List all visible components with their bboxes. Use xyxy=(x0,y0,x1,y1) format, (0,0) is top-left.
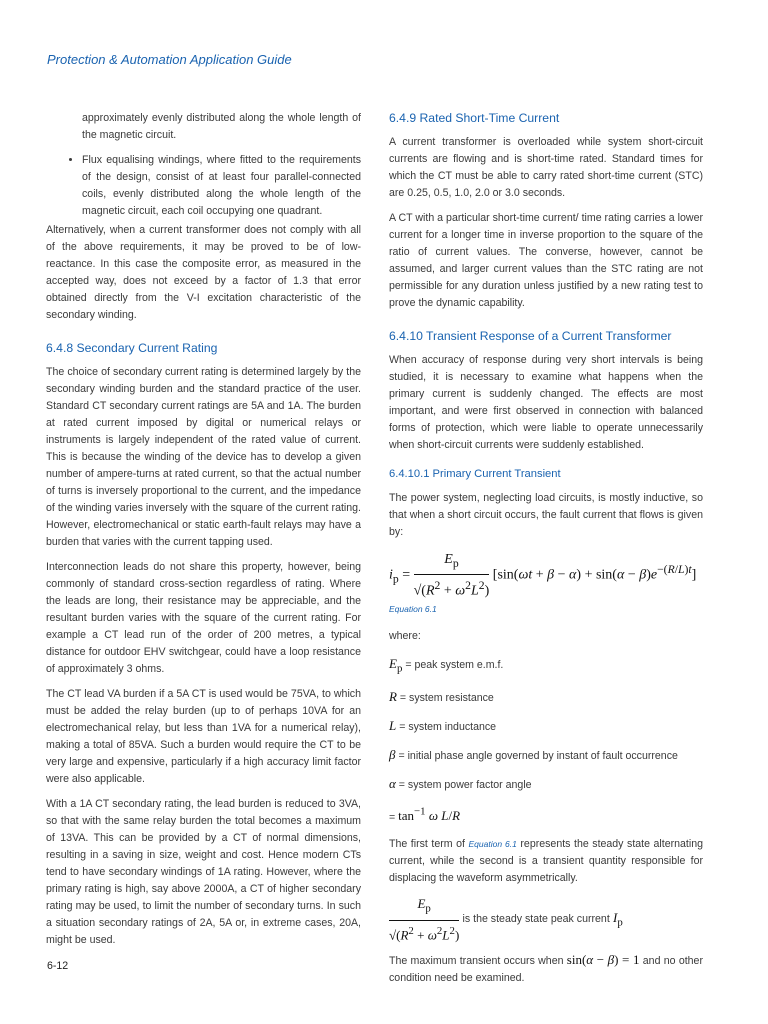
section-heading-6-4-8: 6.4.8 Secondary Current Rating xyxy=(46,341,218,355)
equation-label: Equation 6.1 xyxy=(389,604,437,615)
paragraph: The first term of Equation 6.1 represents the steady state alternating current, while the second is a transient quantity responsible for displacing the waveform asymmetrically. xyxy=(389,838,704,885)
paragraph: Alternatively, when a current transformer does not comply with all of the above requirements, it may be proved to be of low-reactance. In this case the composite error, as measured in the accepted way, does not exceed by a factor of 1.3 that error obtained directly from the V-I excitation characteristic of the secondary winding. xyxy=(46,224,361,321)
page-number: 6-12 xyxy=(47,960,69,972)
definition-r: R = system resistance xyxy=(389,689,494,705)
paragraph: A CT with a particular short-time current/ time rating carries a lower current for a longer time in inverse proportion to the square of the ratio of current values. The converse, however, cannot be assumed, and larger current values than the STC rating are not permissible for any duration unless justified by a new rating test to prove the dynamic capability. xyxy=(389,212,703,309)
running-header: Protection & Automation Application Guide xyxy=(47,52,292,67)
equation-6-1: $i_p$ = $\frac{E_p}{√(R^2 + \omega^2L^2)}$ $[\sin(\omega t + \beta - \alpha) + \sin(\alpha - \beta)e^{-(R/L)t}]$ xyxy=(389,552,697,599)
equation-reference: Equation 6.1 xyxy=(468,839,517,850)
definition-alpha: α = system power factor angle xyxy=(389,776,532,792)
paragraph: With a 1A CT secondary rating, the lead burden is reduced to 3VA, so that with the same relay burden the total becomes a maximum of 13VA. This can be provided by a CT of normal dimensions, resulting in a saving in size, weight and cost. Hence modern CTs tend to have secondary windings of 1A rating. However, where the primary rating is high, say above 2000A, a CT of higher secondary rating may be used, to limit the number of secondary turns. In such a situation secondary ratings of 2A, 5A or, in extreme cases, 20A, might be used. xyxy=(46,798,361,946)
paragraph: When accuracy of response during very short intervals is being studied, it is necessary to examine what happens when the primary current is suddenly changed. The effects are most important, and were first observed in connection with balanced forms of protection, which were liable to operate unnecessarily when short-circuit currents were suddenly established. xyxy=(389,354,703,451)
subsection-heading-6-4-10-1: 6.4.10.1 Primary Current Transient xyxy=(389,468,561,480)
section-heading-6-4-9: 6.4.9 Rated Short-Time Current xyxy=(389,111,560,125)
section-heading-6-4-10: 6.4.10 Transient Response of a Current Transformer xyxy=(389,329,672,343)
definition-l: L = system inductance xyxy=(389,718,497,734)
paragraph: The power system, neglecting load circuits, is mostly inductive, so that when a short circuit occurs, the fault current that flows is given by: xyxy=(389,492,703,538)
where-label: where: xyxy=(389,630,421,643)
steady-state-expression: $\frac{E_p}{√(R^2 + \omega^2L^2)}$ is the steady state peak current $I_p$ xyxy=(389,896,623,943)
list-item: • Flux equalising windings, where fitted to the requirements of the design, consist of at least four parallel-connected coils, evenly distributed along the whole length of the magnetic circuit, each coil occupying one quadrant. xyxy=(82,152,361,220)
paragraph: The maximum transient occurs when sin(α − β) = 1 and no other condition need be examined. xyxy=(389,952,703,985)
paragraph: The choice of secondary current rating is determined largely by the secondary winding burden and the standard practice of the user. Standard CT secondary current ratings are 5A and 1A. The burden at rated current imposed by digital or numerical relays or instruments is largely independent of the rated value of current. This is because the winding of the device has to develop a given number of ampere-turns at rated current, so that the actual number of turns is inversely proportional to the current, and the impedance of the winding varies inversely with the square of the current rating. However, electromechanical or static earth-fault relays may have a burden that varies with the current tapping used. xyxy=(46,366,361,548)
left-column xyxy=(46,110,361,957)
definition-ep: $E_p$ = peak system e.m.f. xyxy=(389,656,504,676)
definition-alpha-value: = $\tan^{-1} \omega$ L/R xyxy=(389,806,461,824)
paragraph: A current transformer is overloaded while system short-circuit currents are flowing and is short-time rated. Standard times for which the CT must be able to carry rated short-time current (STC) are 0.25, 0.5, 1.0, 2.0 or 3.0 seconds. xyxy=(389,136,703,199)
paragraph: The CT lead VA burden if a 5A CT is used would be 75VA, to which must be added the relay burden (up to of perhaps 10VA for an electromechanical relay, but less than 1VA for a numerical relay), making a total of 85VA. Such a burden would require the CT to be very large and expensive, particularly if a high accuracy limit factor were also applicable. xyxy=(46,688,361,785)
paragraph: approximately evenly distributed along the whole length of the magnetic circuit. xyxy=(82,112,361,141)
definition-beta: β = initial phase angle governed by instant of fault occurrence xyxy=(389,747,678,763)
right-column xyxy=(389,110,703,995)
paragraph: Interconnection leads do not share this property, however, being commonly of standard cross-section regardless of rating. Where the leads are long, their resistance may be appreciable, and the resultant burden varies with the square of the current rating. For example a CT lead run of the order of 200 metres, a typical distance for outdoor EHV switchgear, could have a loop resistance of approximately 3 ohms. xyxy=(46,561,361,675)
bullet-list xyxy=(46,152,361,220)
